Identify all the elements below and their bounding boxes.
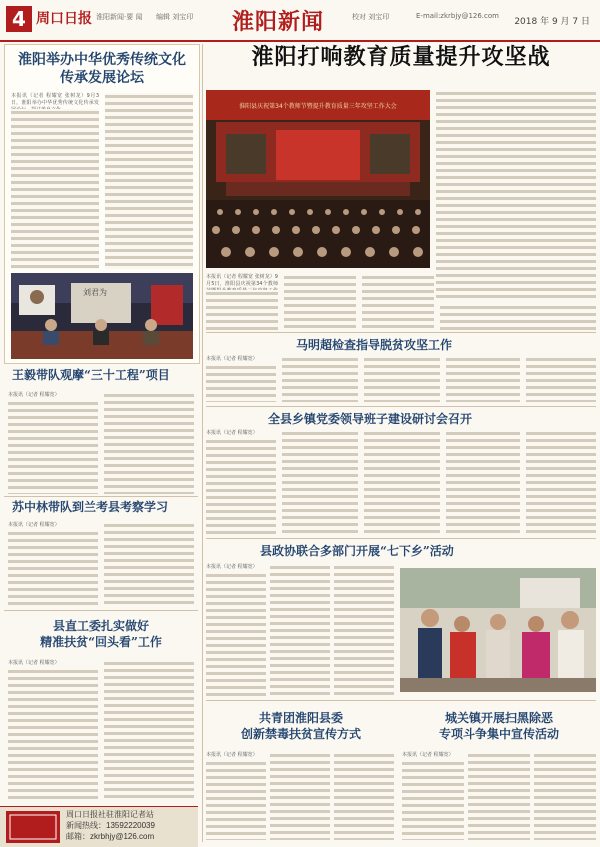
footer-phone: 新闻热线：13592220039 [66,821,155,830]
ma-title: 马明超检查指导脱贫攻坚工作 [296,338,453,352]
youth-byline: 本报讯（记者 程耀宽） [206,752,258,758]
paper-name: 周口日报 [36,11,92,27]
ma-byline: 本报讯（记者 程耀宽） [206,356,258,362]
forum-title-2: 传承发展论坛 [60,70,144,86]
main-article [206,42,596,72]
quanxian-byline: 本报讯（记者 程耀宽） [206,430,258,436]
forum-article [4,44,200,364]
main-title: 淮阳打响教育质量提升攻坚战 [251,44,551,70]
county-byline: 本报讯（记者 程耀宽） [8,660,60,666]
wang-title: 王毅带队观摩“三十工程”项目 [12,368,170,382]
footer-email: 邮箱：zkrbhjy@126.com [66,832,155,841]
editor-label: 编辑 刘宝印 [156,13,194,21]
newspaper-footer [0,806,198,847]
forum-byline: 本报讯（记者 程耀宽 张树龙）9月3日，淮阳举办中华优秀传统文化传承发 [11,93,99,106]
main-photo [206,90,430,268]
county-title-1: 县直工委扎实做好 [52,619,149,633]
town-byline: 本报讯（记者 程耀宽） [402,752,454,758]
page-number: 4 [6,6,32,32]
county-article [4,612,198,802]
footer-office: 周口日报社驻淮阳记者站 [66,810,154,819]
wang-article [4,366,198,496]
town-article [402,704,596,842]
issue-date: 2018 年 9 月 7 日 [514,17,590,27]
su-article [4,498,198,610]
forum-photo [11,273,193,359]
su-byline: 本报讯（记者 程耀宽） [8,522,60,528]
quanxian-title: 全县乡镇党委领导班子建设研讨会召开 [268,412,473,426]
zhengxie-photo [400,568,596,692]
youth-title-1: 共青团淮阳县委 [258,711,343,725]
county-title-2: 精准扶贫“回头看”工作 [40,635,162,649]
forum-speaker-name: 刘君为 [83,288,107,297]
wang-byline: 本报讯（记者 程耀宽） [8,392,60,398]
email-label: E-mail:zkrbjy@126.com [416,12,499,20]
proof-label: 校对 刘宝印 [352,13,390,21]
zhengxie-title: 县政协联合多部门开展“七下乡”活动 [260,544,454,558]
section-title: 淮阳新闻 [232,9,325,35]
youth-title-2: 创新禁毒扶贫宣传方式 [240,727,361,741]
main-byline: 本报讯（记者 程耀宽 张树龙）9月5日，淮阳县庆祝第34个教师 [206,274,278,287]
youth-article [206,704,396,842]
main-photo-banner: 淮阳县庆祝第34个教师节暨提升教育质量三年攻坚工作大会 [239,103,397,110]
zhengxie-byline: 本报讯（记者 程耀宽） [206,564,258,570]
town-title-2: 专项斗争集中宣传活动 [438,727,559,741]
paper-logo-icon [6,811,60,843]
town-title-1: 城关镇开展扫黑除恶 [444,711,553,725]
edition-label: 淮阳新闻·要 闻 [96,13,143,21]
page-header [0,0,600,42]
su-title: 苏中林带队到兰考县考察学习 [12,500,169,514]
forum-title-1: 淮阳举办中华优秀传统文化 [18,52,186,68]
